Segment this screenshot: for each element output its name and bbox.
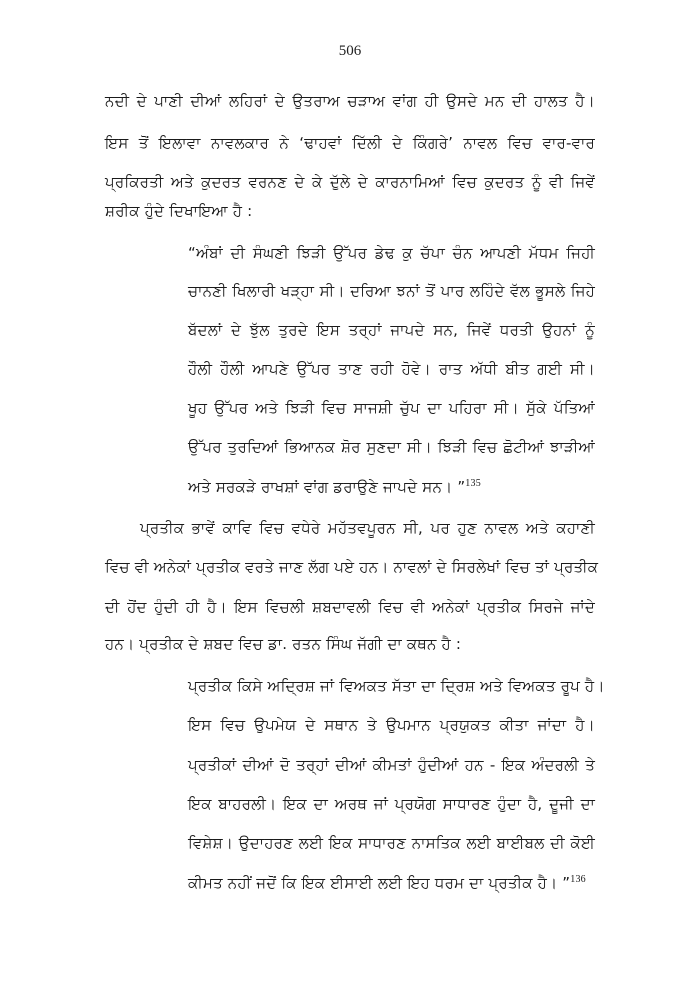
quote-line: ਬੱਦਲਾਂ ਦੇ ਝੁੱਲ ਤੁਰਦੇ ਇਸ ਤਰ੍ਹਾਂ ਜਾਪਦੇ ਸਨ, ਜਿਵੇਂ ਧਰਤੀ ਉਹਨਾਂ ਨੂੰ — [188, 321, 595, 339]
text-line: ਦੀ ਹੋਂਦ ਹੁੰਦੀ ਹੀ ਹੈ। ਇਸ ਵਿਚਲੀ ਸ਼ਬਦਾਵਲੀ ਵਿਚ ਵੀ ਅਨੇਕਾਂ ਪ੍ਰਤੀਕ ਸਿਰਜੇ ਜਾਂਦੇ — [105, 598, 595, 616]
quote-text: ਕੀਮਤ ਨਹੀਂ ਜਦੋਂ ਕਿ ਇਕ ਈਸਾਈ ਲਈ ਇਹ ਧਰਮ ਦਾ ਪ੍ਰਤੀਕ ਹੈ। ” — [188, 874, 571, 892]
quote-line: ਇਕ ਬਾਹਰਲੀ। ਇਕ ਦਾ ਅਰਥ ਜਾਂ ਪ੍ਰਯੋਗ ਸਾਧਾਰਣ ਹੁੰਦਾ ਹੈ, ਦੂਜੀ ਦਾ — [188, 795, 595, 813]
footnote-ref-136: 136 — [570, 874, 586, 885]
text-line: ਵਿਚ ਵੀ ਅਨੇਕਾਂ ਪ੍ਰਤੀਕ ਵਰਤੇ ਜਾਣ ਲੱਗ ਪਏ ਹਨ। ਨਾਵਲਾਂ ਦੇ ਸਿਰਲੇਖਾਂ ਵਿਚ ਤਾਂ ਪ੍ਰਤੀਕ — [105, 558, 599, 576]
quote-line: ਪ੍ਰਤੀਕ ਕਿਸੇ ਅਦ੍ਰਿਸ਼ ਜਾਂ ਵਿਅਕਤ ਸੱਤਾ ਦਾ ਦ੍ਰਿਸ਼ ਅਤੇ ਵਿਅਕਤ ਰੂਪ ਹੈ। — [188, 677, 605, 695]
text-line: ਇਸ ਤੋਂ ਇਲਾਵਾ ਨਾਵਲਕਾਰ ਨੇ ‘ਢਾਹਵਾਂ ਦਿੱਲੀ ਦੇ ਕਿੰਗਰੇ’ ਨਾਵਲ ਵਿਚ ਵਾਰ-ਵਾਰ — [105, 134, 595, 152]
text-line: ਨਦੀ ਦੇ ਪਾਣੀ ਦੀਆਂ ਲਹਿਰਾਂ ਦੇ ਉਤਰਾਅ ਚੜਾਅ ਵਾਂਗ ਹੀ ਉਸਦੇ ਮਨ ਦੀ ਹਾਲਤ ਹੈ। — [105, 92, 595, 110]
quote-line-last — [188, 873, 595, 893]
quote-line: ਚਾਨਣੀ ਖਿਲਾਰੀ ਖੜ੍ਹਾ ਸੀ। ਦਰਿਆ ਝਨਾਂ ਤੋਂ ਪਾਰ ਲਹਿੰਦੇ ਵੱਲ ਭੂਸਲੇ ਜਿਹੇ — [188, 282, 595, 300]
text-line: ਪ੍ਰਤੀਕ ਭਾਵੇਂ ਕਾਵਿ ਵਿਚ ਵਧੇਰੇ ਮਹੱਤਵਪੂਰਨ ਸੀ, ਪਰ ਹੁਣ ਨਾਵਲ ਅਤੇ ਕਹਾਣੀ — [140, 519, 595, 537]
quote-line: ਉੱਪਰ ਤੁਰਦਿਆਂ ਭਿਆਨਕ ਸ਼ੋਰ ਸੁਣਦਾ ਸੀ। ਝਿੜੀ ਵਿਚ ਛੋਟੀਆਂ ਝਾੜੀਆਂ — [188, 438, 595, 456]
text-line: ਸ਼ਰੀਕ ਹੁੰਦੇ ਦਿਖਾਇਆ ਹੈ : — [105, 202, 253, 220]
quote-line: ਵਿਸ਼ੇਸ਼। ਉਦਾਹਰਣ ਲਈ ਇਕ ਸਾਧਾਰਣ ਨਾਸਤਿਕ ਲਈ ਬਾਈਬਲ ਦੀ ਕੋਈ — [188, 834, 595, 852]
quote-line: ਇਸ ਵਿਚ ਉਪਮੇਯ ਦੇ ਸਥਾਨ ਤੇ ਉਪਮਾਨ ਪ੍ਰਯੁਕਤ ਕੀਤਾ ਜਾਂਦਾ ਹੈ। — [188, 716, 595, 734]
quote-line-last — [188, 477, 595, 497]
quote-line: ਹੌਲੀ ਹੌਲੀ ਆਪਣੇ ਉੱਪਰ ਤਾਣ ਰਹੀ ਹੋਵੇ। ਰਾਤ ਅੱਧੀ ਬੀਤ ਗਈ ਸੀ। — [188, 360, 595, 378]
text-line: ਹਨ। ਪ੍ਰਤੀਕ ਦੇ ਸ਼ਬਦ ਵਿਚ ਡਾ. ਰਤਨ ਸਿੰਘ ਜੱਗੀ ਦਾ ਕਥਨ ਹੈ : — [105, 635, 462, 653]
page-number: 506 — [338, 43, 362, 59]
quote-text: ਅਤੇ ਸਰਕੜੇ ਰਾਖਸ਼ਾਂ ਵਾਂਗ ਡਰਾਉਣੇ ਜਾਪਦੇ ਸਨ। ” — [188, 478, 466, 496]
quote-line: ਪ੍ਰਤੀਕਾਂ ਦੀਆਂ ਦੋ ਤਰ੍ਹਾਂ ਦੀਆਂ ਕੀਮਤਾਂ ਹੁੰਦੀਆਂ ਹਨ - ਇਕ ਅੰਦਰਲੀ ਤੇ — [188, 756, 595, 774]
quote-line: “ਅੰਬਾਂ ਦੀ ਸੰਘਣੀ ਝਿੜੀ ਉੱਪਰ ਡੇਢ ਕੁ ਚੱਪਾ ਚੰਨ ਆਪਣੀ ਮੱਧਮ ਜਿਹੀ — [188, 244, 595, 262]
quote-line: ਖੂਹ ਉੱਪਰ ਅਤੇ ਝਿੜੀ ਵਿਚ ਸਾਜਸ਼ੀ ਚੁੱਪ ਦਾ ਪਹਿਰਾ ਸੀ। ਸੁੱਕੇ ਪੱਤਿਆਂ — [188, 399, 595, 417]
footnote-ref-135: 135 — [465, 478, 481, 489]
text-line: ਪ੍ਰਕਿਰਤੀ ਅਤੇ ਕੁਦਰਤ ਵਰਨਣ ਦੇ ਕੇ ਦੁੱਲੇ ਦੇ ਕਾਰਨਾਮਿਆਂ ਵਿਚ ਕੁਦਰਤ ਨੂੰ ਵੀ ਜਿਵੇਂ — [105, 173, 595, 191]
